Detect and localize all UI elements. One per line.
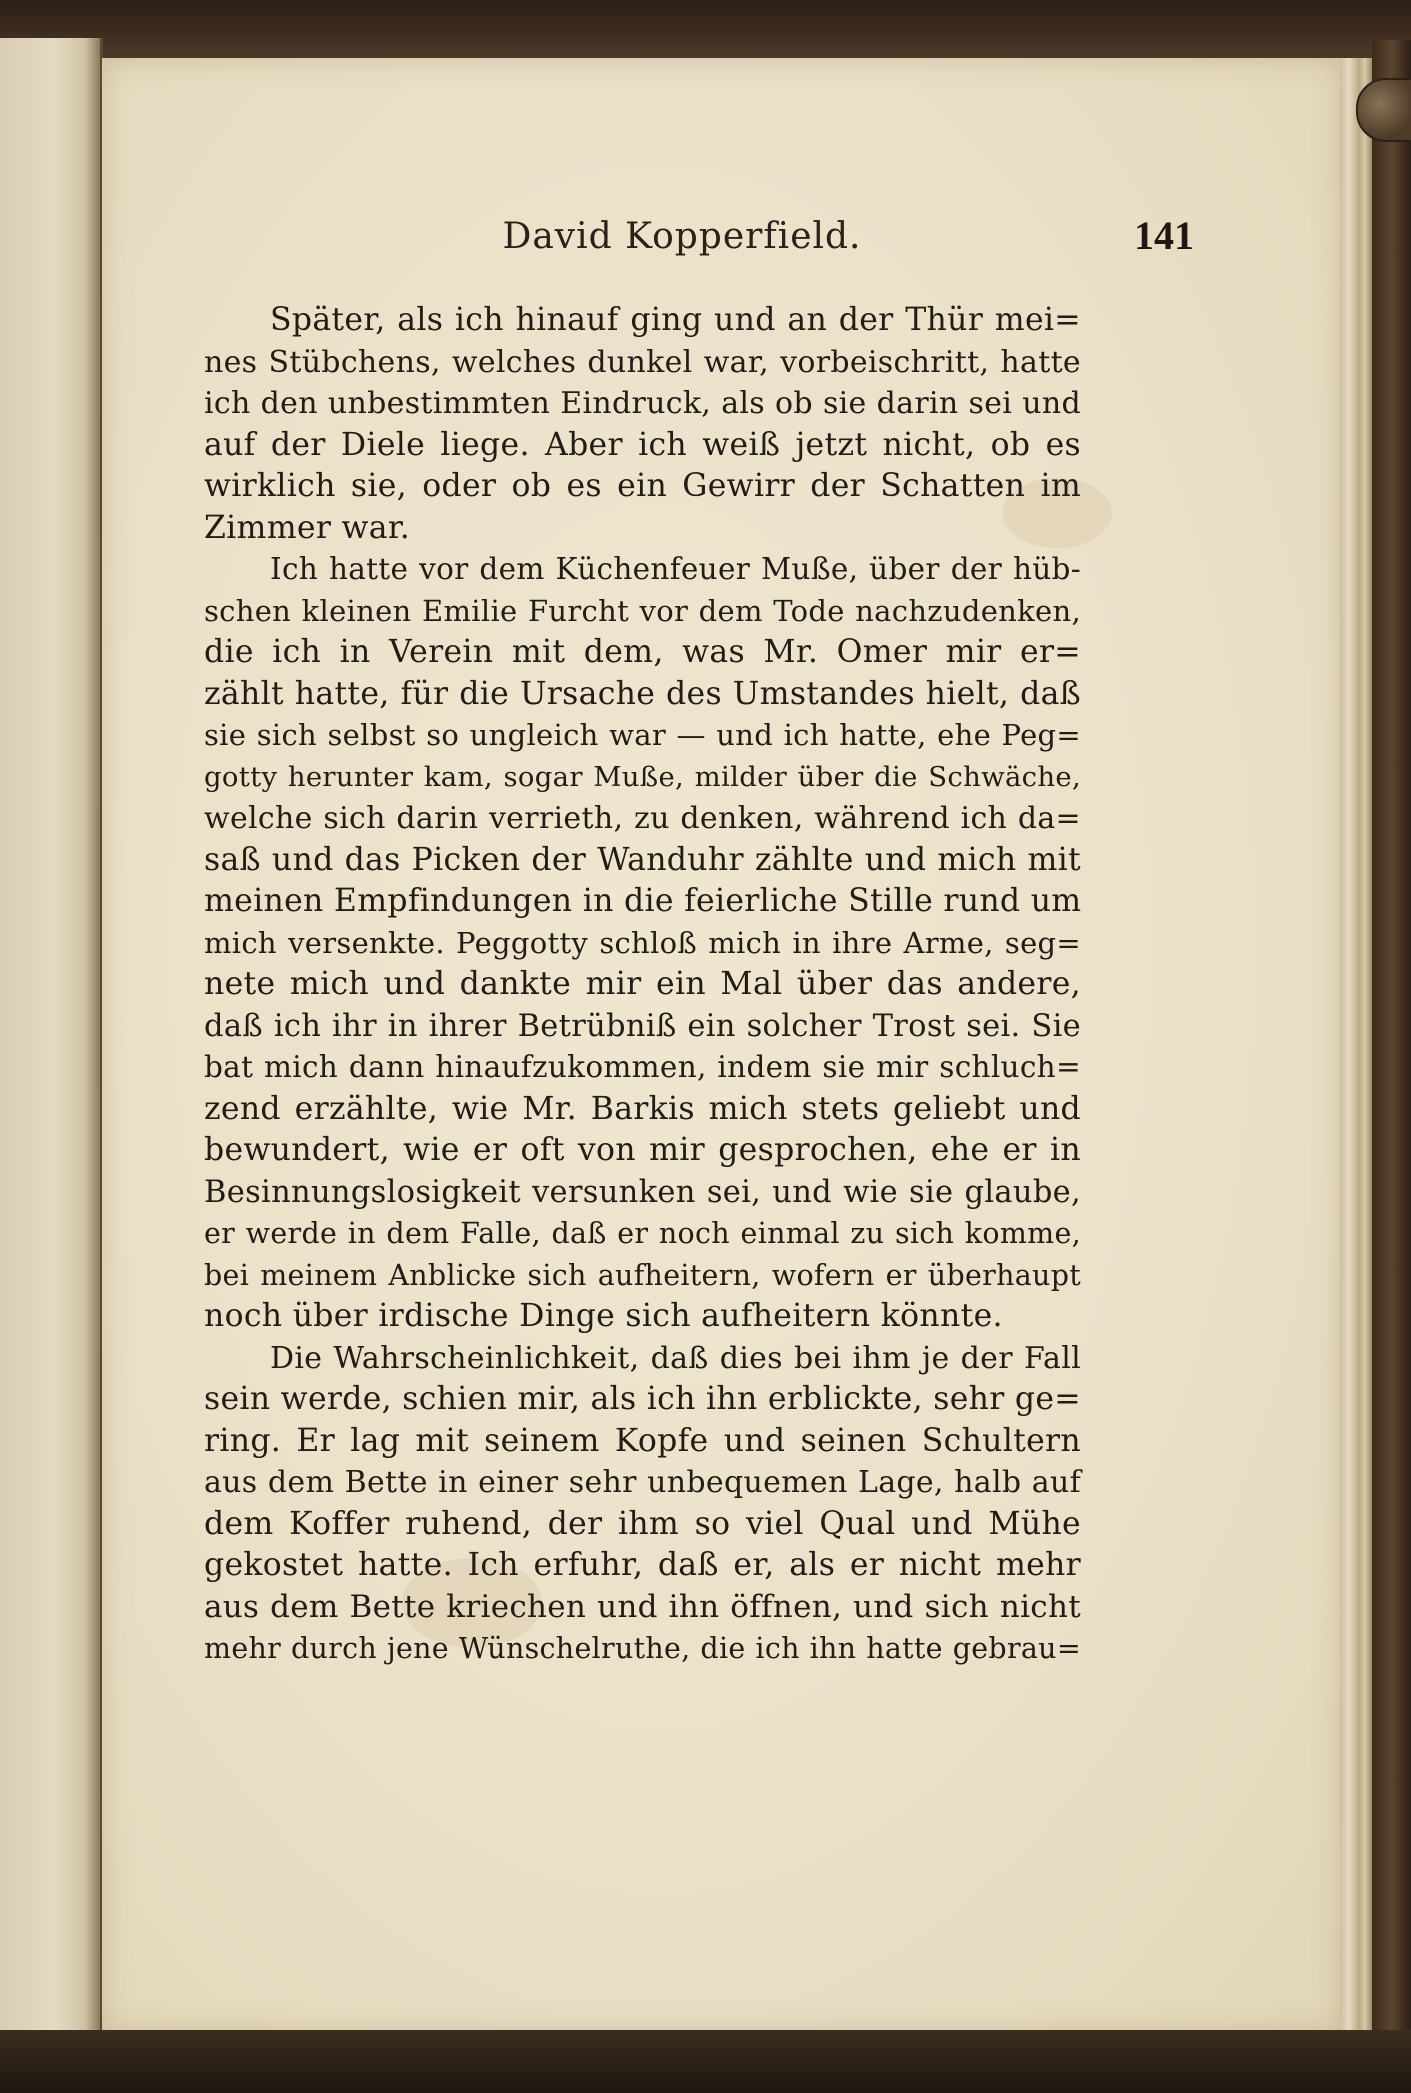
left-page-edge xyxy=(0,38,103,2088)
text-line: ich den unbestimmten Eindruck, als ob sie darin sei und xyxy=(204,386,1081,421)
text-line: bei meinem Anblicke sich aufheitern, wofern er überhaupt xyxy=(204,1258,1081,1292)
text-line: sein werde, schien mir, als ich ihn erblickte, sehr ge= xyxy=(204,1381,1081,1417)
text-line: meinen Empfindungen in die feierliche Stille rund um xyxy=(204,883,1082,919)
text-line: dem Koffer ruhend, der ihm so viel Qual und Mühe xyxy=(204,1505,1081,1542)
text-line: die ich in Verein mit dem, was Mr. Omer mir er= xyxy=(204,634,1081,670)
text-line: er werde in dem Falle, daß er noch einmal zu sich komme, xyxy=(204,1217,1081,1250)
running-head-title: David Kopperfield. xyxy=(502,216,862,257)
text-line: Die Wahrscheinlichkeit, daß dies bei ihm je der Fall xyxy=(270,1340,1081,1376)
book-binding-bottom xyxy=(0,2030,1411,2093)
book-cover-edge xyxy=(1372,40,1411,2093)
text-line: aus dem Bette kriechen und ihn öffnen, und sich nicht xyxy=(204,1588,1081,1625)
text-line: welche sich darin verrieth, zu denken, während ich da= xyxy=(204,801,1081,836)
text-line: mich versenkte. Peggotty schloß mich in ihre Arme, seg= xyxy=(204,925,1081,960)
text-line: auf der Diele liege. Aber ich weiß jetzt nicht, ob es xyxy=(204,426,1081,463)
text-line: aus dem Bette in einer sehr unbequemen Lage, halb auf xyxy=(204,1465,1081,1500)
text-line: gekostet hatte. Ich erfuhr, daß er, als er nicht mehr xyxy=(204,1547,1081,1583)
running-head xyxy=(102,212,1342,272)
text-line: gotty herunter kam, sogar Muße, milder über die Schwäche, xyxy=(204,760,1081,793)
text-line: Besinnungslosigkeit versunken sei, und wie sie glaube, xyxy=(204,1174,1081,1210)
book-clasp xyxy=(1356,78,1411,142)
text-line: bewundert, wie er oft von mir gesprochen, ehe er in xyxy=(204,1132,1081,1168)
text-line: daß ich ihr in ihrer Betrübniß ein solcher Trost sei. Sie xyxy=(204,1008,1081,1044)
text-line: wirklich sie, oder ob es ein Gewirr der Schatten im xyxy=(204,468,1081,504)
page-stack-edge xyxy=(1340,58,1358,2033)
text-line: Zimmer war. xyxy=(204,509,411,546)
text-line: zend erzählte, wie Mr. Barkis mich stets geliebt und xyxy=(204,1090,1081,1127)
text-line: noch über irdische Dinge sich aufheitern könnte. xyxy=(204,1298,1003,1334)
text-line: nes Stübchens, welches dunkel war, vorbeischritt, hatte xyxy=(204,344,1081,380)
text-line: Ich hatte vor dem Küchenfeuer Muße, über der hüb- xyxy=(270,552,1081,586)
text-line: bat mich dann hinaufzukommen, indem sie mir schluch= xyxy=(204,1050,1081,1084)
text-line: nete mich und dankte mir ein Mal über das andere, xyxy=(204,966,1081,1002)
body-text xyxy=(204,300,1081,1670)
text-line: zählt hatte, für die Ursache des Umstandes hielt, daß xyxy=(204,675,1081,712)
text-line: mehr durch jene Wünschelruthe, die ich ihn hatte gebrau= xyxy=(204,1632,1081,1665)
text-line: ring. Er lag mit seinem Kopfe und seinen Schultern xyxy=(204,1422,1081,1459)
text-line: Später, als ich hinauf ging und an der Thür mei= xyxy=(270,302,1081,338)
text-line: sie sich selbst so ungleich war — und ich hatte, ehe Peg= xyxy=(204,718,1081,752)
page-stack-edge xyxy=(1358,58,1372,2033)
text-line: saß und das Picken der Wanduhr zählte und mich mit xyxy=(204,841,1081,878)
text-line: schen kleinen Emilie Furcht vor dem Tode nachzudenken, xyxy=(204,593,1081,628)
page-number: 141 xyxy=(1134,213,1194,258)
